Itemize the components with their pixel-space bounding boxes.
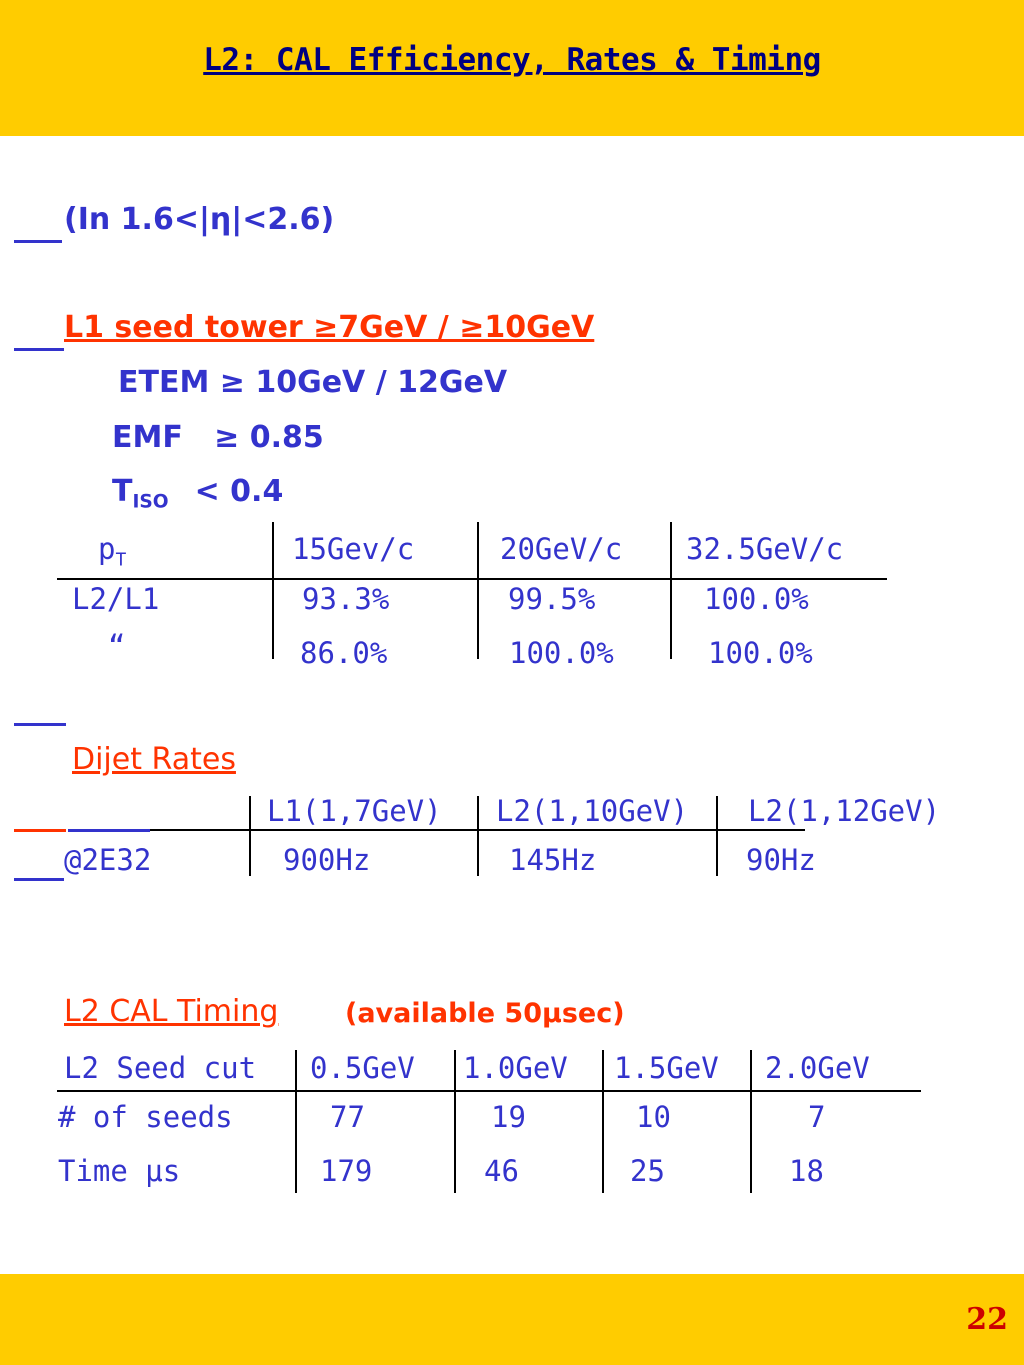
bullet-line [14, 878, 64, 881]
etem-cut: ETEM ≥ 10GeV / 12GeV [118, 365, 508, 400]
column-header: L1(1,7GeV) [267, 794, 442, 828]
column-header: L2(1,12GeV) [748, 794, 941, 828]
column-header: 1.0GeV [463, 1051, 568, 1085]
table-divider [272, 522, 274, 659]
table-cell: 179 [320, 1154, 373, 1188]
table-cell: 10 [636, 1100, 671, 1134]
bullet-line [14, 723, 66, 726]
table-cell: 25 [630, 1154, 665, 1188]
row-label: Time μs [58, 1154, 181, 1188]
pt-subscript: T [115, 549, 127, 571]
table-cell: 100.0% [509, 636, 614, 670]
column-header: 2.0GeV [765, 1051, 870, 1085]
bullet-line [14, 240, 62, 243]
table-cell: 46 [484, 1154, 519, 1188]
table-divider [477, 796, 479, 876]
table-cell: 19 [491, 1100, 526, 1134]
dijet-heading: Dijet Rates [72, 742, 236, 777]
table-divider [716, 796, 718, 876]
table-cell: 90Hz [746, 843, 816, 877]
column-header: 15Gev/c [292, 532, 415, 566]
row-label: L2/L1 [72, 582, 160, 616]
timing-heading: L2 CAL Timing [64, 994, 279, 1029]
table-divider [750, 1050, 752, 1193]
table-cell: 100.0% [708, 636, 813, 670]
table-divider [602, 1050, 604, 1193]
table-cell: 100.0% [704, 582, 809, 616]
table-divider [670, 522, 672, 659]
table-divider [477, 522, 479, 659]
tiso-subscript: ISO [132, 491, 169, 513]
table-cell: 7 [808, 1100, 826, 1134]
row-label: # of seeds [58, 1100, 233, 1134]
table-cell: 900Hz [283, 843, 371, 877]
column-header: 1.5GeV [614, 1051, 719, 1085]
column-header: L2(1,10GeV) [496, 794, 689, 828]
table-header-rule [57, 1090, 921, 1092]
blank-underline [68, 829, 150, 832]
tiso-symbol: T [112, 474, 133, 509]
l1-seed-heading: L1 seed tower ≥7GeV / ≥10GeV [64, 310, 595, 345]
pt-symbol: p [98, 532, 116, 566]
tiso-value: < 0.4 [194, 474, 284, 509]
row-label: L2 Seed cut [64, 1051, 257, 1085]
pt-header [98, 532, 127, 571]
table-cell: 77 [330, 1100, 365, 1134]
table-cell: 99.5% [508, 582, 596, 616]
page-number: 22 [966, 1302, 1008, 1337]
bullet-line [14, 829, 66, 832]
row-label: “ [108, 629, 126, 663]
table-divider [295, 1050, 297, 1193]
bullet-line [14, 348, 64, 351]
table-cell: 86.0% [300, 636, 388, 670]
row-label: @2E32 [64, 843, 152, 877]
table-cell: 93.3% [302, 582, 390, 616]
column-header: 20GeV/c [500, 532, 623, 566]
table-header-rule [57, 578, 887, 580]
emf-cut: EMF ≥ 0.85 [112, 420, 324, 455]
eta-range: (In 1.6<|η|<2.6) [64, 202, 335, 237]
slide-title: L2: CAL Efficiency, Rates & Timing [203, 42, 821, 78]
column-header: 0.5GeV [310, 1051, 415, 1085]
table-cell: 18 [789, 1154, 824, 1188]
tiso-cut [112, 474, 284, 513]
footer-band [0, 1274, 1024, 1365]
table-divider [249, 796, 251, 876]
table-divider [454, 1050, 456, 1193]
column-header: 32.5GeV/c [686, 532, 844, 566]
timing-note: (available 50μsec) [345, 998, 625, 1029]
table-cell: 145Hz [509, 843, 597, 877]
